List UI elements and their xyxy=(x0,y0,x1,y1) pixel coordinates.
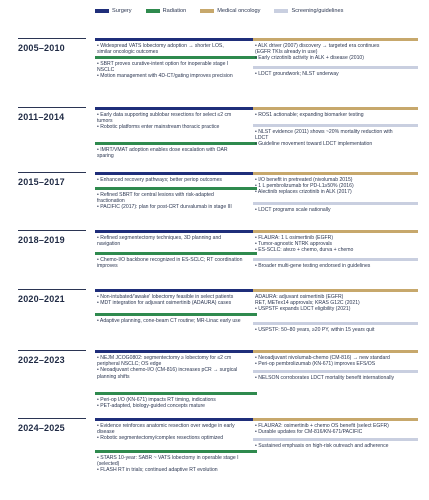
milestone-card-screening xyxy=(253,124,418,148)
legend-label: Screening/guidelines xyxy=(291,8,344,14)
milestone-card-radiation xyxy=(95,392,257,409)
milestone-card-medical-oncology xyxy=(253,107,418,118)
milestone-text xyxy=(253,110,418,118)
milestone-line: • FLAURA2: osimertinib + chemo OS benefit (select EGFR) xyxy=(255,423,389,429)
milestone-card-surgery xyxy=(95,38,257,55)
era-divider xyxy=(18,418,86,419)
milestone-text xyxy=(95,41,257,55)
milestone-line: similar oncologic outcomes xyxy=(97,49,159,56)
milestone-line: • Neoadjuvant nivolumab-chemo (CM-816) → new standard xyxy=(255,355,390,361)
milestone-line: • Early crizotinib activity in ALK + disease (2010) xyxy=(255,55,364,62)
milestone-text xyxy=(95,453,257,474)
milestone-line: NSCLC xyxy=(97,67,115,74)
milestone-text xyxy=(95,175,257,183)
milestone-card-medical-oncology xyxy=(253,230,418,254)
milestone-text xyxy=(253,353,418,367)
milestone-line: • IMRT/VMAT adoption enables dose escalation with OAR xyxy=(97,147,228,153)
milestone-line: • ALK driver (2007) discovery → targeted era continues xyxy=(255,43,380,49)
era-label: 2015–2017 xyxy=(18,177,65,187)
milestone-line: (EGFR TKIs already in use) xyxy=(255,49,318,56)
milestone-text xyxy=(95,395,257,409)
legend-item-surgery xyxy=(95,8,132,14)
legend xyxy=(95,6,425,16)
legend-item-radiation xyxy=(146,8,187,14)
milestone-line: • Peri-op I/O (KN-671) impacts RT timing, indications xyxy=(97,397,216,403)
milestone-card-screening xyxy=(253,202,418,213)
milestone-text xyxy=(253,441,418,449)
legend-swatch xyxy=(146,9,160,13)
milestone-line: • ROS1 actionable; expanding biomarker testing xyxy=(255,112,364,118)
milestone-line: • Evidence reinforces anatomic resection over wedge in early xyxy=(97,423,235,429)
milestone-text xyxy=(95,353,257,380)
milestone-text xyxy=(95,421,257,442)
milestone-text xyxy=(95,316,257,324)
milestone-text xyxy=(253,373,418,381)
milestone-card-medical-oncology xyxy=(253,172,418,196)
milestone-line: • Refined SBRT for central lesions with risk-adapted xyxy=(97,192,214,198)
milestone-line: • Enhanced recovery pathways; better periop outcomes xyxy=(97,177,222,183)
legend-item-medical-oncology xyxy=(200,8,260,14)
legend-item-screening xyxy=(274,8,343,14)
milestone-card-screening xyxy=(253,322,418,333)
milestone-text xyxy=(253,233,418,254)
milestone-text xyxy=(253,127,418,148)
milestone-line: disease xyxy=(97,429,115,436)
milestone-card-screening xyxy=(253,370,418,381)
milestone-card-surgery xyxy=(95,107,257,131)
milestone-line: • USPSTF: 50–80 years, ≥20 PY, within 15 years quit xyxy=(255,327,375,333)
milestone-line: (selected) xyxy=(97,461,120,468)
milestone-line: tumors xyxy=(97,118,113,125)
milestone-text xyxy=(253,421,418,435)
milestone-line: sparing xyxy=(97,153,114,160)
milestone-line: • Alectinib replaces crizotinib in ALK (2017) xyxy=(255,189,352,196)
milestone-line: • Durable updates for CM-816/KN-671/PACIFIC xyxy=(255,429,363,436)
milestone-line: • LDCT groundwork; NLST underway xyxy=(255,71,339,77)
milestone-card-surgery xyxy=(95,418,257,442)
milestone-line: • STARS 10-year: SABR ~ VATS lobectomy in operable stage I xyxy=(97,455,239,461)
milestone-line: peripheral NSCLC; OS edge xyxy=(97,361,162,368)
era-label: 2005–2010 xyxy=(18,43,65,53)
milestone-card-surgery xyxy=(95,172,257,183)
milestone-text xyxy=(95,110,257,131)
milestone-line: • Non-intubated/'awake' lobectomy feasible in select patients xyxy=(97,294,234,300)
milestone-line: navigation xyxy=(97,241,121,248)
milestone-card-surgery xyxy=(95,230,257,247)
era-label: 2018–2019 xyxy=(18,235,65,245)
milestone-line: • Tumor-agnostic NTRK approvals xyxy=(255,241,333,248)
milestone-line: planning shifts xyxy=(97,373,130,380)
milestone-text xyxy=(253,292,418,313)
milestone-text xyxy=(253,205,418,213)
milestone-line: • Neoadjuvant chemo-I/O (CM-816) increases pCR → surgical xyxy=(97,367,238,374)
milestone-card-medical-oncology xyxy=(253,289,418,313)
milestone-line: LDCT xyxy=(255,135,269,142)
era-label: 2011–2014 xyxy=(18,112,65,122)
milestone-card-surgery xyxy=(95,289,257,306)
milestone-card-radiation xyxy=(95,252,257,269)
era-divider xyxy=(18,38,86,39)
milestone-line: • Guideline movement toward LDCT implementation xyxy=(255,141,373,148)
milestone-text xyxy=(253,41,418,62)
milestone-line: • I/O benefit in pretreated (nivolumab 2015) xyxy=(255,177,353,183)
milestone-text xyxy=(95,145,257,159)
milestone-card-medical-oncology xyxy=(253,38,418,62)
milestone-card-screening xyxy=(253,66,418,77)
legend-swatch xyxy=(200,9,214,13)
era-divider xyxy=(18,230,86,231)
milestone-card-surgery xyxy=(95,350,257,380)
era-divider xyxy=(18,350,86,351)
milestone-line: • LDCT programs scale nationally xyxy=(255,207,331,213)
milestone-line: RET, METex14 approvals; KRAS G12C (2021) xyxy=(255,300,360,307)
milestone-line: ADAURA: adjuvant osimertinib (EGFR) xyxy=(255,294,344,300)
milestone-text xyxy=(95,190,257,211)
milestone-card-radiation xyxy=(95,142,257,159)
legend-label: Radiation xyxy=(162,8,187,14)
milestone-line: • Peri-op pembrolizumab (KN-671) improves EFS/OS xyxy=(255,361,376,368)
legend-swatch xyxy=(274,9,288,13)
milestone-text xyxy=(253,325,418,333)
milestone-text xyxy=(95,255,257,269)
milestone-line: • FLAURA: 1 L osimertinib (EGFR) xyxy=(255,235,334,241)
milestone-card-radiation xyxy=(95,56,257,80)
era-label: 2024–2025 xyxy=(18,423,65,433)
milestone-line: improves xyxy=(97,263,118,270)
milestone-text xyxy=(253,261,418,269)
milestone-line: fractionation xyxy=(97,198,125,205)
milestone-line: • Early data supporting sublobar resections for select ≤2 cm xyxy=(97,112,232,118)
milestone-card-radiation xyxy=(95,313,257,324)
era-divider xyxy=(18,172,86,173)
legend-label: Surgery xyxy=(112,8,132,14)
milestone-line: • Sustained emphasis on high-risk outreach and adherence xyxy=(255,443,389,449)
milestone-card-medical-oncology xyxy=(253,418,418,435)
milestone-card-screening xyxy=(253,258,418,269)
milestone-text xyxy=(95,292,257,306)
milestone-text xyxy=(95,233,257,247)
milestone-line: • Robotic segmentectomy/complex resections optimized xyxy=(97,435,224,442)
milestone-text xyxy=(95,59,257,80)
milestone-line: • PACIFIC (2017): plan for post-CRT durvalumab in stage III xyxy=(97,204,232,211)
milestone-line: • Broader multi-gene testing endorsed in guidelines xyxy=(255,263,371,269)
milestone-line: • 1 L pembrolizumab for PD-L1≥50% (2016) xyxy=(255,183,354,190)
milestone-text xyxy=(253,69,418,77)
milestone-line: • Motion management with 4D-CT/gating improves precision xyxy=(97,73,233,80)
era-label: 2020–2021 xyxy=(18,294,65,304)
milestone-line: • Chemo-I/O backbone recognized in ES-SCLC; RT coordination xyxy=(97,257,243,263)
era-divider xyxy=(18,107,86,108)
milestone-card-radiation xyxy=(95,187,257,211)
legend-label: Medical oncology xyxy=(217,8,261,14)
milestone-line: • NLST evidence (2011) shows ~20% mortality reduction with xyxy=(255,129,393,135)
milestone-line: • SBRT proves curative-intent option for inoperable stage I xyxy=(97,61,229,67)
era-divider xyxy=(18,289,86,290)
milestone-text xyxy=(253,175,418,196)
era-label: 2022–2023 xyxy=(18,355,65,365)
milestone-line: • Robotic platforms enter mainstream thoracic practice xyxy=(97,124,220,131)
milestone-line: • PET-adapted, biology-guided concepts mature xyxy=(97,403,205,410)
legend-swatch xyxy=(95,9,109,13)
milestone-line: • NELSON corroborates LDCT mortality benefit internationally xyxy=(255,375,394,381)
milestone-line: • Refined segmentectomy techniques, 3D planning and xyxy=(97,235,222,241)
milestone-card-medical-oncology xyxy=(253,350,418,367)
milestone-line: • ES-SCLC: atezo + chemo, durva + chemo xyxy=(255,247,354,254)
milestone-card-radiation xyxy=(95,450,257,474)
milestone-line: • USPSTF expands LDCT eligibility (2021) xyxy=(255,306,351,313)
milestone-line: • Adaptive planning, cone-beam CT routine; MR-Linac early use xyxy=(97,318,241,324)
milestone-line: • Widespread VATS lobectomy adoption → shorter LOS, xyxy=(97,43,224,49)
milestone-card-screening xyxy=(253,438,418,449)
milestone-line: • FLASH RT in trials; continued adaptive RT evolution xyxy=(97,467,218,474)
milestone-line: • MDT integration for adjuvant osimertinib (ADAURA) cases xyxy=(97,300,232,307)
milestone-line: • NEJM JCOG0802: segmentectomy ≥ lobectomy for ≤2 cm xyxy=(97,355,232,361)
